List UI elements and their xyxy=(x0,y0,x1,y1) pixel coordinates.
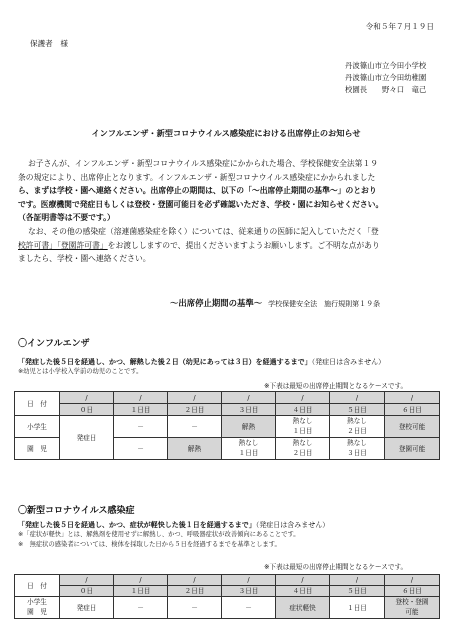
schedule-cell: 熱なし ２日目 xyxy=(276,438,330,460)
schedule-cell: － xyxy=(222,597,276,619)
school-ok-cell: 登校可能 xyxy=(385,416,440,438)
influenza-title: 〇インフルエンザ xyxy=(18,339,90,349)
fever-gone-cell: 解熱 xyxy=(222,416,276,438)
day-label: ０日 xyxy=(60,586,114,597)
sender-block xyxy=(345,60,426,96)
covid-title: 〇新型コロナウイルス感染症 xyxy=(18,506,135,516)
onset-cell: 発症日 xyxy=(60,597,114,619)
date-slash: / xyxy=(276,575,330,586)
influenza-schedule-table xyxy=(14,391,440,460)
row-label-elementary: 小学生 xyxy=(15,416,60,438)
fever-gone-cell: 解熱 xyxy=(168,438,222,460)
date-slash: / xyxy=(60,575,114,586)
covid-schedule-table xyxy=(14,574,440,619)
body-paragraph-1: お子さんが、インフルエンザ・新型コロナウイルス感染症にかかられた場合、学校保健安全法第１９ xyxy=(28,159,379,168)
covid-table-note: ※下表は最短の出席停止期間となるケースです。 xyxy=(264,563,408,571)
date-slash: / xyxy=(114,575,168,586)
criteria-reference: 学校保健安全法 施行規則第１９条 xyxy=(268,300,381,308)
body-paragraph-2: なお、その他の感染症（溶連菌感染症を除く）については、従来通りの医師に記入していただく「登 xyxy=(28,226,379,236)
symptom-eased-cell: 症状軽快 xyxy=(276,597,330,619)
sender-principal: 校園長 野々口 竜己 xyxy=(345,85,427,94)
date-slash: / xyxy=(276,392,330,404)
schedule-cell: － xyxy=(114,416,168,438)
day-label: ０日 xyxy=(60,404,114,416)
date-header-cell: 日 付 xyxy=(15,392,60,416)
date-slash: / xyxy=(168,392,222,404)
sender-school: 丹波篠山市立今田小学校 xyxy=(345,61,427,70)
date-slash: / xyxy=(222,575,276,586)
day-label: ２日目 xyxy=(168,586,222,597)
date-slash: / xyxy=(385,392,440,404)
kinder-ok-cell: 登園可能 xyxy=(385,438,440,460)
day-label: ２日目 xyxy=(168,404,222,416)
schedule-cell: － xyxy=(168,416,222,438)
issue-date: 令和５年７月１９日 xyxy=(365,22,434,31)
date-slash: / xyxy=(114,392,168,404)
date-slash: / xyxy=(222,392,276,404)
return-ok-cell: 登校・登園 可能 xyxy=(385,597,440,619)
sender-kindergarten: 丹波篠山市立今田幼稚園 xyxy=(345,73,427,82)
date-slash: / xyxy=(330,392,385,404)
covid-rule: 「発症した後５日を経過し、かつ、症状が軽快した後１日を経過するまで」（発症日は含みません） xyxy=(18,521,330,529)
day-label: ５日目 xyxy=(330,586,385,597)
day-label: ６日目 xyxy=(385,586,440,597)
document-title: インフルエンザ・新型コロナウイルス感染症における出席停止のお知らせ xyxy=(91,128,361,138)
day-label: ４日目 xyxy=(276,404,330,416)
influenza-rule: 「発症した後５日を経過し、かつ、解熱した後２日（幼児にあっては３日）を経過するまで」（発症日は含みません） xyxy=(18,358,386,366)
date-header-cell: 日 付 xyxy=(15,575,60,597)
day-label: ４日目 xyxy=(276,586,330,597)
day-label: ６日目 xyxy=(385,404,440,416)
criteria-heading xyxy=(170,297,380,309)
date-slash: / xyxy=(385,575,440,586)
schedule-cell: １日目 xyxy=(330,597,385,619)
notice-body: お子さんが、インフルエンザ・新型コロナウイルス感染症にかかられた場合、学校保健安全法第１９ 条の規定により、出席停止となります。インフルエンザ・新型コロナウイルス感染症にかかられました ら、まずは学校・園へ連絡ください。出席停止の期間は、以下の「～出席停止期間の基準～」のとおり です。医療機関で発症日もしくは登校・登園可能日を必ず確認いただき、学校・園にお知らせください。 （各証明書等は不要です。） なお、その他の感染症（溶連菌感染症を除く）については、従来通りの医師に記入していただく「登 校許可書」「登園許可書」をお渡ししますので、提出くださいますようお願いします。ご不明な点があり ましたら、学校・園へ連絡ください。 xyxy=(18,157,438,266)
row-label-students: 小学生 園 児 xyxy=(15,597,60,619)
date-slash: / xyxy=(330,575,385,586)
influenza-table-note: ※下表は最短の出席停止期間となるケースです。 xyxy=(264,382,408,390)
day-label: １日目 xyxy=(114,586,168,597)
day-label: ３日目 xyxy=(222,404,276,416)
day-label: ５日目 xyxy=(330,404,385,416)
influenza-note: ※幼児とは小学校入学前の幼児のことです。 xyxy=(18,368,143,375)
schedule-cell: － xyxy=(114,438,168,460)
schedule-cell: 熱なし ２日目 xyxy=(330,416,385,438)
schedule-cell: － xyxy=(168,597,222,619)
onset-cell: 発症日 xyxy=(60,416,114,460)
schedule-cell: － xyxy=(114,597,168,619)
criteria-title: ～出席停止期間の基準～ xyxy=(170,298,263,308)
covid-note-1: ※「症状が軽快」とは、解熱剤を使用せずに解熱し、かつ、呼吸器症状が改善傾向にあることです。 xyxy=(18,531,300,538)
schedule-cell: 熱なし １日目 xyxy=(276,416,330,438)
covid-note-2: ※ 無症状の感染者については、検体を採取した日から５日を経過するまでを基準とします。 xyxy=(18,541,281,548)
date-slash: / xyxy=(168,575,222,586)
row-label-kindergarten: 園 児 xyxy=(15,438,60,460)
schedule-cell: 熱なし １日目 xyxy=(222,438,276,460)
date-slash: / xyxy=(60,392,114,404)
day-label: １日目 xyxy=(114,404,168,416)
schedule-cell: 熱なし ３日目 xyxy=(330,438,385,460)
day-label: ３日目 xyxy=(222,586,276,597)
addressee: 保護者 様 xyxy=(30,39,68,48)
